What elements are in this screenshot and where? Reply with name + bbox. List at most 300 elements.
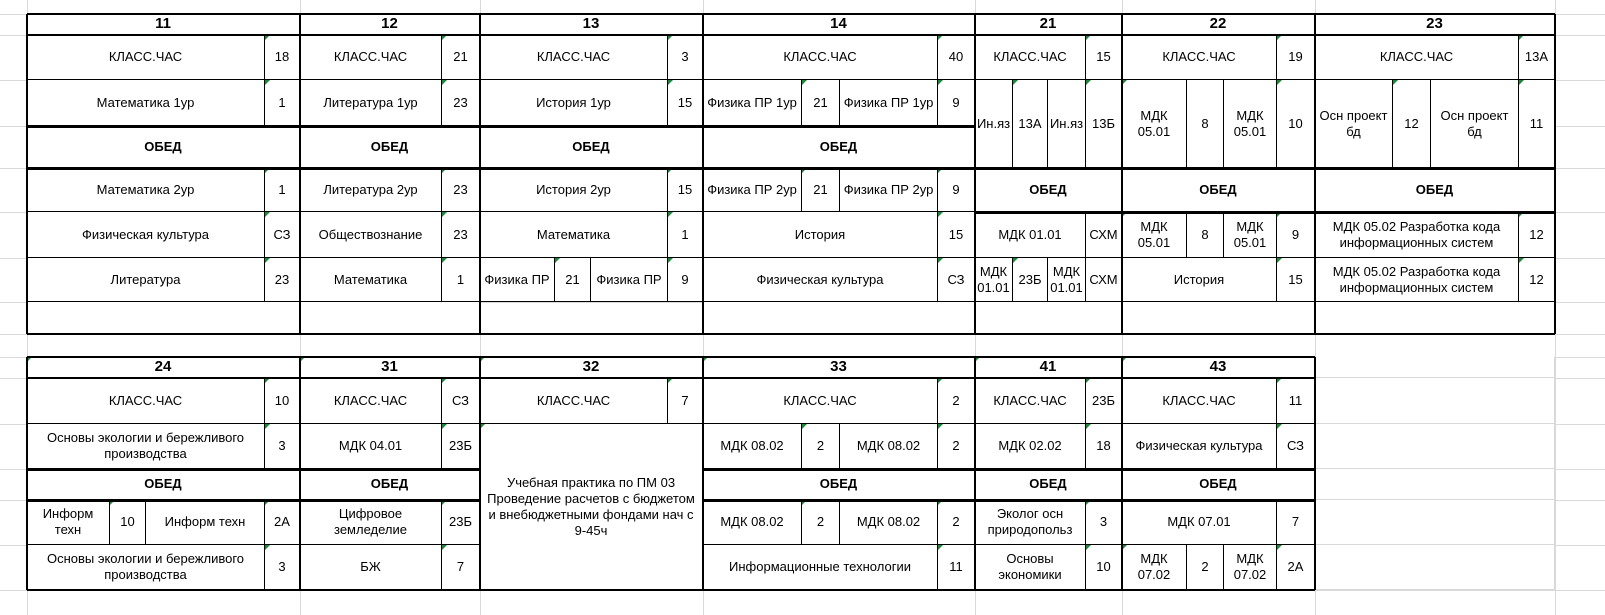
schedule-cell[interactable] xyxy=(1122,212,1187,258)
schedule-cell[interactable] xyxy=(1013,80,1048,168)
schedule-cell[interactable] xyxy=(703,500,802,545)
schedule-cell[interactable] xyxy=(1122,378,1277,424)
cell-text: ОБЕД xyxy=(1029,181,1067,197)
schedule-cell[interactable] xyxy=(1277,258,1315,302)
border-line xyxy=(27,125,975,128)
schedule-cell[interactable] xyxy=(975,212,1086,258)
border-line xyxy=(1121,14,1123,334)
schedule-cell[interactable] xyxy=(1519,212,1555,258)
cell-text: 23 xyxy=(1426,15,1443,32)
group-header[interactable] xyxy=(300,357,480,378)
cell-text: 23Б xyxy=(449,438,472,453)
cell-text: 2 xyxy=(952,514,960,529)
lunch-cell[interactable] xyxy=(703,126,975,168)
schedule-cell[interactable] xyxy=(840,500,938,545)
cell-text: МДК 05.01 xyxy=(1233,107,1267,139)
schedule-cell[interactable] xyxy=(555,258,591,302)
cell-text: Учебная практика по ПМ 03 Проведение расчетов с бюджетом и внебюджетными фондами нач с 9-45ч xyxy=(487,474,695,538)
cell-text: МДК 05.01 xyxy=(1233,218,1267,250)
cell-text: 15 xyxy=(677,181,693,197)
cell-text: 2А xyxy=(274,514,290,529)
cell-text: 32 xyxy=(582,358,600,375)
schedule-cell[interactable] xyxy=(27,258,265,302)
empty-cell[interactable] xyxy=(300,302,480,334)
lunch-cell[interactable] xyxy=(703,469,975,500)
empty-cell[interactable] xyxy=(1315,357,1555,378)
schedule-cell[interactable] xyxy=(27,168,265,212)
schedule-cell[interactable] xyxy=(27,35,265,80)
cell-text: 21 xyxy=(1039,15,1057,32)
cell-text: 19 xyxy=(1288,49,1303,64)
cell-text: 7 xyxy=(681,392,689,408)
lunch-cell[interactable] xyxy=(1122,469,1315,500)
schedule-cell[interactable] xyxy=(1086,545,1122,590)
border-line xyxy=(975,167,1555,170)
cell-text: 23 xyxy=(453,181,468,197)
cell-text: МДК 02.02 xyxy=(998,438,1062,453)
schedule-cell[interactable] xyxy=(591,258,668,302)
schedule-cell[interactable] xyxy=(802,168,840,212)
border-line xyxy=(702,357,704,590)
group-header[interactable] xyxy=(975,14,1122,35)
schedule-cell[interactable] xyxy=(840,168,938,212)
cell-text: СЗ xyxy=(1286,438,1305,453)
lunch-cell[interactable] xyxy=(975,469,1122,500)
schedule-cell[interactable] xyxy=(938,378,975,424)
border-line xyxy=(27,468,480,471)
schedule-cell[interactable] xyxy=(480,424,703,590)
group-header[interactable] xyxy=(975,357,1122,378)
schedule-cell[interactable] xyxy=(265,545,300,590)
schedule-cell[interactable] xyxy=(938,80,975,126)
group-header[interactable] xyxy=(1122,14,1315,35)
schedule-cell[interactable] xyxy=(442,80,480,126)
cell-text: 9 xyxy=(1291,226,1300,242)
cell-text: МДК 05.01 xyxy=(1137,107,1171,139)
group-header[interactable] xyxy=(300,14,480,35)
schedule-cell[interactable] xyxy=(938,258,975,302)
cell-text: 1 xyxy=(681,226,689,242)
cell-text: 2 xyxy=(816,514,825,529)
border-line xyxy=(27,333,1555,335)
cell-text: МДК 07.01 xyxy=(1167,514,1231,529)
schedule-cell[interactable] xyxy=(802,80,840,126)
cell-text: Математика xyxy=(536,226,611,242)
schedule-cell[interactable] xyxy=(703,80,802,126)
cell-text: 2 xyxy=(816,438,825,453)
cell-text: ОБЕД xyxy=(1199,181,1237,197)
cell-text: ОБЕД xyxy=(819,138,858,154)
schedule-cell[interactable] xyxy=(300,212,442,258)
cell-text: 15 xyxy=(1288,271,1303,287)
schedule-cell[interactable] xyxy=(703,35,938,80)
lunch-cell[interactable] xyxy=(1315,168,1555,212)
schedule-cell[interactable] xyxy=(300,168,442,212)
schedule-cell[interactable] xyxy=(975,35,1086,80)
cell-text: КЛАСС.ЧАС xyxy=(108,392,183,408)
cell-text: 18 xyxy=(1096,438,1111,453)
schedule-cell[interactable] xyxy=(442,168,480,212)
cell-text: Обществознание xyxy=(318,226,423,242)
cell-text: 23Б xyxy=(1092,392,1115,408)
schedule-cell[interactable] xyxy=(668,258,703,302)
schedule-cell[interactable] xyxy=(1086,212,1122,258)
cell-text: Основы экономики xyxy=(998,551,1062,582)
schedule-cell[interactable] xyxy=(840,424,938,469)
cell-text: 40 xyxy=(948,49,964,64)
cell-text: МДК 05.02 Разработка кода информационных систем xyxy=(1332,218,1501,250)
schedule-cell[interactable] xyxy=(1122,258,1277,302)
schedule-cell[interactable] xyxy=(110,500,146,545)
schedule-cell[interactable] xyxy=(27,545,265,590)
cell-text: 10 xyxy=(120,514,135,529)
schedule-cell[interactable] xyxy=(480,35,668,80)
schedule-cell[interactable] xyxy=(480,80,668,126)
schedule-cell[interactable] xyxy=(1122,80,1187,168)
border-line xyxy=(479,357,481,590)
schedule-cell[interactable] xyxy=(300,500,442,545)
schedule-cell[interactable] xyxy=(1224,545,1277,590)
cell-text: 3 xyxy=(681,49,689,64)
cell-text: Информационные технологии xyxy=(729,559,911,574)
cell-text: История 1ур xyxy=(536,94,611,110)
schedule-cell[interactable] xyxy=(1315,212,1519,258)
schedule-cell[interactable] xyxy=(668,378,703,424)
cell-text: МДК 01.01 xyxy=(977,263,1010,295)
cell-text: МДК 05.01 xyxy=(1137,218,1171,250)
schedule-cell[interactable] xyxy=(480,168,668,212)
cell-text: 9 xyxy=(952,181,960,197)
cell-text: 13А xyxy=(1018,115,1042,131)
schedule-cell[interactable] xyxy=(1224,80,1277,168)
empty-cell[interactable] xyxy=(1122,302,1315,334)
schedule-cell[interactable] xyxy=(703,258,938,302)
cell-text: 21 xyxy=(565,271,580,287)
cell-text: ОБЕД xyxy=(1199,476,1237,491)
schedule-cell[interactable] xyxy=(442,258,480,302)
schedule-cell[interactable] xyxy=(938,500,975,545)
cell-text: 15 xyxy=(1096,49,1111,64)
schedule-cell[interactable] xyxy=(668,212,703,258)
schedule-cell[interactable] xyxy=(1277,378,1315,424)
schedule-cell[interactable] xyxy=(27,80,265,126)
cell-text: Ин.яз xyxy=(976,115,1011,131)
cell-text: 15 xyxy=(677,94,693,110)
schedule-cell[interactable] xyxy=(300,378,442,424)
schedule-cell[interactable] xyxy=(300,258,442,302)
cell-text: Математика xyxy=(333,271,408,287)
schedule-cell[interactable] xyxy=(1122,500,1277,545)
border-line xyxy=(1554,14,1556,334)
schedule-cell[interactable] xyxy=(265,80,300,126)
cell-text: 18 xyxy=(274,49,290,64)
border-line xyxy=(26,357,28,590)
schedule-cell[interactable] xyxy=(442,500,480,545)
schedule-cell[interactable] xyxy=(27,212,265,258)
schedule-cell[interactable] xyxy=(480,258,555,302)
lunch-cell[interactable] xyxy=(300,126,480,168)
cell-text: 2 xyxy=(952,438,960,453)
cell-text: 23Б xyxy=(1018,271,1042,287)
schedule-cell[interactable] xyxy=(1315,80,1393,168)
cell-text: МДК 08.02 xyxy=(720,514,784,529)
cell-text: 22 xyxy=(1209,15,1227,32)
schedule-cell[interactable] xyxy=(802,500,840,545)
cell-text: КЛАСС.ЧАС xyxy=(993,49,1067,64)
cell-text: 1 xyxy=(456,271,465,287)
cell-text: Физика ПР 2ур xyxy=(843,181,934,197)
cell-text: КЛАСС.ЧАС xyxy=(1162,392,1236,408)
schedule-cell[interactable] xyxy=(442,212,480,258)
schedule-cell[interactable] xyxy=(265,168,300,212)
empty-cell[interactable] xyxy=(1315,469,1555,500)
schedule-cell[interactable] xyxy=(703,378,938,424)
schedule-cell[interactable] xyxy=(1086,258,1122,302)
cell-text: ОБЕД xyxy=(819,476,858,491)
empty-cell[interactable] xyxy=(1315,545,1555,590)
cell-text: КЛАСС.ЧАС xyxy=(783,392,857,408)
schedule-cell[interactable] xyxy=(1277,80,1315,168)
schedule-cell[interactable] xyxy=(703,168,802,212)
schedule-cell[interactable] xyxy=(1431,80,1519,168)
schedule-cell[interactable] xyxy=(300,424,442,469)
cell-text: Физическая культура xyxy=(756,271,884,287)
cell-text: МДК 05.02 Разработка кода информационных систем xyxy=(1332,263,1501,295)
cell-text: 13Б xyxy=(1092,115,1115,131)
cell-text: 9 xyxy=(681,271,689,287)
schedule-cell[interactable] xyxy=(1277,500,1315,545)
schedule-cell[interactable] xyxy=(938,212,975,258)
cell-text: ОБЕД xyxy=(370,138,409,154)
cell-text: Информ техн xyxy=(164,514,246,529)
schedule-cell[interactable] xyxy=(1086,378,1122,424)
schedule-cell[interactable] xyxy=(938,168,975,212)
schedule-cell[interactable] xyxy=(1122,35,1277,80)
schedule-cell[interactable] xyxy=(1519,35,1555,80)
schedule-cell[interactable] xyxy=(975,378,1086,424)
schedule-cell[interactable] xyxy=(300,35,442,80)
schedule-cell[interactable] xyxy=(975,258,1013,302)
group-header[interactable] xyxy=(27,14,300,35)
cell-text: СХМ xyxy=(1089,271,1118,287)
schedule-cell[interactable] xyxy=(442,35,480,80)
cell-text: Математика 2ур xyxy=(96,181,195,197)
border-line xyxy=(1121,357,1123,590)
cell-text: СЗ xyxy=(451,392,470,408)
cell-text: Основы экологии и бережливого производства xyxy=(46,430,245,461)
group-header[interactable] xyxy=(703,357,975,378)
schedule-cell[interactable] xyxy=(27,378,265,424)
cell-text: 12 xyxy=(381,15,398,32)
schedule-cell[interactable] xyxy=(146,500,265,545)
schedule-cell[interactable] xyxy=(27,500,110,545)
schedule-cell[interactable] xyxy=(938,424,975,469)
schedule-cell[interactable] xyxy=(668,168,703,212)
schedule-cell[interactable] xyxy=(802,424,840,469)
cell-text: ОБЕД xyxy=(144,138,182,154)
cell-text: 21 xyxy=(813,181,828,197)
border-line xyxy=(299,357,301,590)
schedule-cell[interactable] xyxy=(1187,212,1224,258)
cell-text: История xyxy=(794,226,846,242)
cell-text: 3 xyxy=(278,559,286,574)
border-line xyxy=(27,34,1555,36)
cell-text: 23 xyxy=(274,271,290,287)
schedule-cell[interactable] xyxy=(1187,545,1224,590)
schedule-cell[interactable] xyxy=(703,545,938,590)
cell-text: КЛАСС.ЧАС xyxy=(536,49,611,64)
cell-text: Физика ПР 1ур xyxy=(707,94,797,110)
cell-text: 2 xyxy=(952,392,960,408)
cell-text: 23Б xyxy=(449,514,472,529)
group-header[interactable] xyxy=(1122,357,1315,378)
schedule-cell[interactable] xyxy=(265,212,300,258)
cell-text: 21 xyxy=(813,94,828,110)
schedule-cell[interactable] xyxy=(1122,424,1277,469)
empty-cell[interactable] xyxy=(1315,424,1555,469)
cell-text: 24 xyxy=(154,358,172,375)
schedule-cell[interactable] xyxy=(1086,80,1122,168)
cell-text: КЛАСС.ЧАС xyxy=(1379,49,1454,64)
schedule-cell[interactable] xyxy=(1519,80,1555,168)
cell-text: СХМ xyxy=(1089,226,1118,242)
cell-text: СЗ xyxy=(947,271,965,287)
schedule-cell[interactable] xyxy=(1277,545,1315,590)
schedule-cell[interactable] xyxy=(300,80,442,126)
schedule-cell[interactable] xyxy=(480,212,668,258)
group-header[interactable] xyxy=(1315,14,1555,35)
schedule-cell[interactable] xyxy=(1277,35,1315,80)
cell-text: Физика ПР 2ур xyxy=(707,181,797,197)
schedule-cell[interactable] xyxy=(703,212,938,258)
cell-text: 10 xyxy=(274,392,290,408)
lunch-cell[interactable] xyxy=(27,469,300,500)
border-line xyxy=(299,14,301,334)
schedule-cell[interactable] xyxy=(1086,35,1122,80)
schedule-cell[interactable] xyxy=(1048,258,1086,302)
empty-cell[interactable] xyxy=(703,302,975,334)
cell-text: СЗ xyxy=(273,226,291,242)
lunch-cell[interactable] xyxy=(1122,168,1315,212)
cell-text: МДК 01.01 xyxy=(998,226,1062,242)
schedule-cell[interactable] xyxy=(265,35,300,80)
border-line xyxy=(27,167,975,170)
schedule-cell[interactable] xyxy=(1393,80,1431,168)
schedule-cell[interactable] xyxy=(27,424,265,469)
schedule-cell[interactable] xyxy=(1187,80,1224,168)
schedule-cell[interactable] xyxy=(442,545,480,590)
cell-text: Физика ПР 1ур xyxy=(843,94,934,110)
cell-text: ОБЕД xyxy=(572,138,610,154)
border-line xyxy=(974,14,976,334)
cell-text: 7 xyxy=(456,559,465,574)
lunch-cell[interactable] xyxy=(300,469,480,500)
cell-text: 10 xyxy=(1096,559,1111,574)
schedule-cell[interactable] xyxy=(840,80,938,126)
cell-text: Эколог осн природопольз xyxy=(987,506,1073,537)
schedule-cell[interactable] xyxy=(668,80,703,126)
schedule-cell[interactable] xyxy=(975,500,1086,545)
schedule-cell[interactable] xyxy=(938,545,975,590)
border-line xyxy=(479,14,481,334)
empty-cell[interactable] xyxy=(27,302,300,334)
empty-cell[interactable] xyxy=(1315,500,1555,545)
group-header[interactable] xyxy=(480,14,703,35)
border-line xyxy=(27,13,1555,15)
schedule-cell[interactable] xyxy=(442,378,480,424)
cell-text: 23 xyxy=(453,226,468,242)
schedule-cell[interactable] xyxy=(1086,424,1122,469)
cell-text: МДК 08.02 xyxy=(720,438,784,453)
lunch-cell[interactable] xyxy=(975,168,1122,212)
lunch-cell[interactable] xyxy=(480,126,703,168)
cell-text: МДК 08.02 xyxy=(856,438,921,453)
cell-text: Осн проект бд xyxy=(1319,107,1388,139)
schedule-cell[interactable] xyxy=(1315,35,1519,80)
schedule-cell[interactable] xyxy=(1122,545,1187,590)
cell-text: Осн проект бд xyxy=(1440,107,1509,139)
group-header[interactable] xyxy=(27,357,300,378)
cell-text: 33 xyxy=(830,358,847,375)
schedule-cell[interactable] xyxy=(1315,258,1519,302)
empty-cell[interactable] xyxy=(1315,302,1555,334)
empty-cell[interactable] xyxy=(975,302,1122,334)
border-line xyxy=(703,499,1315,502)
cell-text: КЛАСС.ЧАС xyxy=(993,392,1067,408)
schedule-cell[interactable] xyxy=(1013,258,1048,302)
cell-text: МДК 04.01 xyxy=(338,438,403,453)
border-line xyxy=(26,14,28,334)
group-header[interactable] xyxy=(703,14,975,35)
schedule-cell[interactable] xyxy=(265,378,300,424)
cell-text: 11 xyxy=(949,559,963,574)
schedule-cell[interactable] xyxy=(975,545,1086,590)
border-line xyxy=(1314,14,1316,334)
schedule-cell[interactable] xyxy=(668,35,703,80)
schedule-cell[interactable] xyxy=(1277,424,1315,469)
schedule-cell[interactable] xyxy=(480,378,668,424)
schedule-cell[interactable] xyxy=(442,424,480,469)
border-line xyxy=(974,357,976,590)
schedule-cell[interactable] xyxy=(938,35,975,80)
cell-text: МДК 01.01 xyxy=(1050,263,1083,295)
schedule-cell[interactable] xyxy=(1224,212,1277,258)
border-line xyxy=(27,499,480,502)
group-header[interactable] xyxy=(480,357,703,378)
cell-text: 11 xyxy=(1288,392,1303,408)
cell-text: 2А xyxy=(1287,559,1304,574)
schedule-cell[interactable] xyxy=(975,424,1086,469)
schedule-cell[interactable] xyxy=(1086,500,1122,545)
lunch-cell[interactable] xyxy=(27,126,300,168)
cell-text: Физическая культура xyxy=(81,226,210,242)
schedule-cell[interactable] xyxy=(975,80,1013,168)
schedule-cell[interactable] xyxy=(1048,80,1086,168)
cell-text: Цифровое земледелие xyxy=(334,506,407,537)
schedule-cell[interactable] xyxy=(265,258,300,302)
empty-cell[interactable] xyxy=(1315,378,1555,424)
cell-text: КЛАСС.ЧАС xyxy=(783,49,857,64)
schedule-cell[interactable] xyxy=(265,424,300,469)
cell-text: Физическая культура xyxy=(1135,438,1263,453)
schedule-cell[interactable] xyxy=(265,500,300,545)
cell-text: ОБЕД xyxy=(1029,476,1067,491)
schedule-cell[interactable] xyxy=(1277,212,1315,258)
schedule-cell[interactable] xyxy=(1519,258,1555,302)
cell-text: 1 xyxy=(278,181,286,197)
schedule-cell[interactable] xyxy=(703,424,802,469)
schedule-cell[interactable] xyxy=(300,545,442,590)
